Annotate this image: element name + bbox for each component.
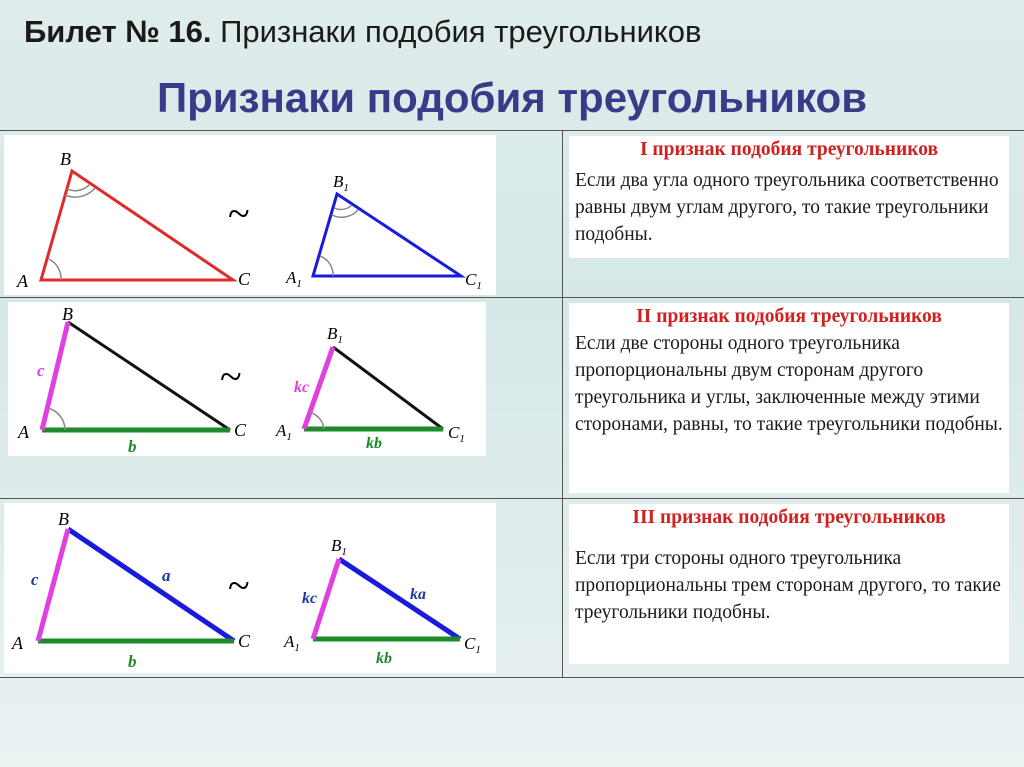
side-b1c1: [339, 559, 460, 639]
triangle-abc: [41, 171, 233, 280]
figure-criterion-2: [8, 302, 486, 456]
vertex-label-b: B: [60, 149, 71, 169]
criterion-2-card: [569, 303, 1009, 493]
side-label-a: a: [162, 566, 171, 585]
page-title: Признаки подобия треугольников: [156, 74, 868, 121]
similar-sign: ~: [228, 563, 250, 608]
criterion-3-card: [569, 504, 1009, 664]
side-label-ka: ka: [410, 586, 426, 603]
vertex-label-b: B: [62, 304, 73, 324]
criterion-3-heading: III признак подобия треугольников: [632, 507, 946, 528]
figure-criterion-3: [4, 503, 496, 673]
column-divider: [562, 131, 563, 677]
angle-arc: [332, 210, 358, 217]
vertex-label-b: B: [58, 509, 69, 529]
vertex-label-c: C: [238, 631, 251, 651]
figure-1-svg: [4, 135, 496, 295]
criterion-1-card: [569, 136, 1009, 258]
side-label-b: b: [128, 437, 137, 456]
side-label-kc: kc: [294, 379, 310, 396]
side-label-c: c: [37, 361, 45, 380]
side-label-kc: kc: [302, 590, 318, 607]
vertex-label-a1: $A_1$: [286, 268, 302, 290]
vertex-label-c1: $C_1$: [465, 270, 482, 292]
similar-sign: ~: [228, 191, 250, 236]
row-divider: [0, 498, 1024, 499]
side-bc: [68, 529, 234, 641]
side-label-kb: kb: [376, 650, 392, 667]
angle-arc: [320, 256, 333, 276]
side-ab: [38, 529, 68, 641]
vertex-label-a: A: [12, 633, 23, 653]
vertex-label-c: C: [234, 420, 247, 440]
similar-sign: ~: [220, 354, 242, 399]
vertex-label-b1: $B_1$: [331, 536, 347, 558]
row-divider: [0, 297, 1024, 298]
side-ab: [68, 322, 230, 430]
ticket-topic: Признаки подобия треугольников: [220, 14, 702, 49]
angle-arc: [49, 259, 61, 280]
criterion-1-text: Если два угла одного треугольника соответственно равны двум углам другого, то такие треугольники подобны.: [575, 170, 999, 245]
vertex-label-a: A: [17, 271, 28, 291]
figure-criterion-1: [4, 135, 496, 295]
ticket-heading: [24, 14, 702, 50]
vertex-label-b1: $B_1$: [327, 324, 343, 346]
figure-3-svg: [4, 503, 496, 673]
vertex-label-c: C: [238, 269, 251, 289]
angle-arc: [48, 408, 65, 430]
vertex-label-a: A: [18, 422, 29, 442]
side-label-b: b: [128, 652, 137, 671]
triangle-a1b1c1: [313, 194, 461, 276]
criterion-2-text: Если две стороны одного треугольника пропорциональны двум сторонам другого треугольника и углы, заключенные между этими сторонами, равны, то такие треугольники подобны.: [575, 333, 1003, 435]
vertex-label-a1: $A_1$: [284, 632, 300, 654]
criterion-2-heading: II признак подобия треугольников: [636, 306, 942, 327]
side-label-c: c: [31, 570, 39, 589]
vertex-label-c1: $C_1$: [464, 634, 481, 656]
criterion-1-heading: I признак подобия треугольников: [639, 139, 939, 160]
vertex-label-a1: $A_1$: [276, 421, 292, 443]
side-label-kb: kb: [366, 435, 382, 452]
figure-2-svg: [8, 302, 486, 456]
vertex-label-c1: $C_1$: [448, 423, 465, 445]
angle-arc: [334, 205, 352, 210]
side-ab-highlight: [42, 322, 68, 430]
vertex-label-b1: $B_1$: [333, 172, 349, 194]
side-a1b1: [333, 347, 443, 429]
angle-arc: [67, 184, 90, 191]
ticket-number: Билет № 16.: [24, 14, 212, 49]
criteria-table: [0, 130, 1024, 678]
criterion-3-text: Если три стороны одного треугольника пропорциональны трем сторонам другого, то такие треугольники подобны.: [575, 548, 1001, 623]
